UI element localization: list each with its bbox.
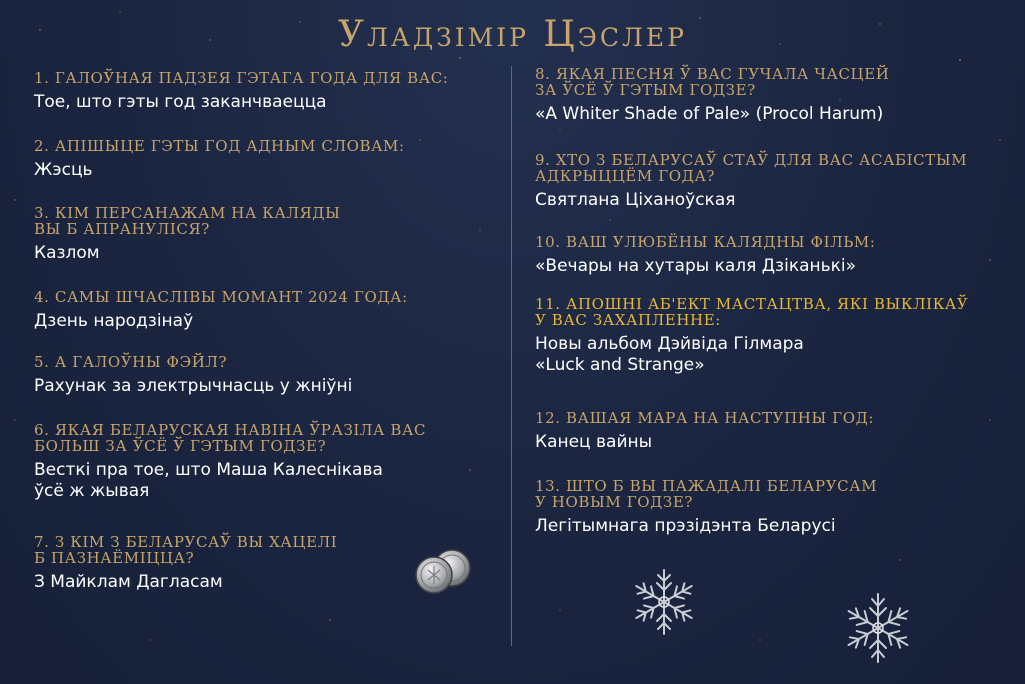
qa-item-4 [34, 289, 408, 332]
qa-item-5 [34, 354, 352, 397]
answer: Казлом [34, 243, 100, 263]
coins-icon [414, 546, 472, 596]
column-divider [511, 66, 512, 646]
question: 1. ГАЛОЎНАЯ ПАДЗЕЯ ГЭТАГА ГОДА ДЛЯ ВАС: [34, 69, 449, 87]
question: 12. ВАШАЯ МАРА НА НАСТУПНЫ ГОД: [535, 409, 875, 427]
question: 5. А ГАЛОЎНЫ ФЭЙЛ? [34, 353, 228, 371]
answer: Рахунак за электрычнасць у жніўні [34, 376, 353, 396]
qa-item-10 [535, 234, 876, 277]
question: 2. АПІШЫЦЕ ГЭТЫ ГОД АДНЫМ СЛОВАМ: [34, 137, 405, 155]
qa-item-8 [535, 66, 889, 125]
answer: Канец вайны [535, 432, 653, 452]
qa-item-6 [34, 422, 426, 502]
question: 11. АПОШНІ АБ'ЕКТ МАСТАЦТВА, ЯКІ ВЫКЛІКАЎ У ВАС ЗАХАПЛЕННЕ: [535, 295, 969, 329]
qa-item-9 [535, 152, 967, 211]
qa-item-3 [34, 205, 340, 264]
answer: Легітымнага прэзідэнта Беларусі [535, 516, 836, 536]
answer: Тое, што гэты год заканчваецца [34, 92, 327, 112]
qa-item-7 [34, 534, 337, 593]
qa-item-2 [34, 138, 405, 181]
qa-item-11 [535, 296, 968, 376]
question: 8. ЯКАЯ ПЕСНЯ Ў ВАС ГУЧАЛА ЧАСЦЕЙ ЗА ЎСЁ Ў ГЭТЫМ ГОДЗЕ? [535, 65, 890, 99]
question: 7. З КІМ З БЕЛАРУСАЎ ВЫ ХАЦЕЛІ Б ПАЗНАЁМІЦЦА? [34, 533, 338, 567]
qa-item-1 [34, 70, 448, 113]
question: 3. КІМ ПЕРСАНАЖАМ НА КАЛЯДЫ ВЫ Б АПРАНУЛІСЯ? [34, 204, 341, 238]
answer: З Майклам Дагласам [34, 572, 223, 592]
answer: «A Whiter Shade of Pale» (Procol Harum) [535, 104, 884, 124]
answer: Весткі пра тое, што Маша Калеснікава ўсё ж жывая [34, 460, 383, 501]
answer: Дзень народзінаў [34, 311, 194, 331]
question: 6. ЯКАЯ БЕЛАРУСКАЯ НАВІНА ЎРАЗІЛА ВАС БОЛЬШ ЗА ЎСЁ Ў ГЭТЫМ ГОДЗЕ? [34, 421, 427, 455]
question: 4. САМЫ ШЧАСЛІВЫ МОМАНТ 2024 ГОДА: [34, 288, 408, 306]
page-title: Уладзімір Цэслер [338, 14, 687, 55]
snowflake-icon [628, 566, 700, 638]
question: 13. ШТО Б ВЫ ПАЖАДАЛІ БЕЛАРУСАМ У НОВЫМ ГОДЗЕ? [535, 477, 878, 511]
question: 9. ХТО З БЕЛАРУСАЎ СТАЎ ДЛЯ ВАС АСАБІСТЫМ АДКРЫЦЦЁМ ГОДА? [535, 151, 968, 185]
snowflake-icon [840, 590, 916, 666]
answer: Новы альбом Дэйвіда Гілмара «Luck and Strange» [535, 334, 804, 375]
answer: «Вечары на хутары каля Дзіканькі» [535, 256, 857, 276]
question: 10. ВАШ УЛЮБЁНЫ КАЛЯДНЫ ФІЛЬМ: [535, 233, 876, 251]
answer: Жэсць [34, 160, 93, 180]
qa-item-13 [535, 478, 877, 537]
qa-item-12 [535, 410, 874, 453]
answer: Святлана Ціханоўская [535, 190, 736, 210]
